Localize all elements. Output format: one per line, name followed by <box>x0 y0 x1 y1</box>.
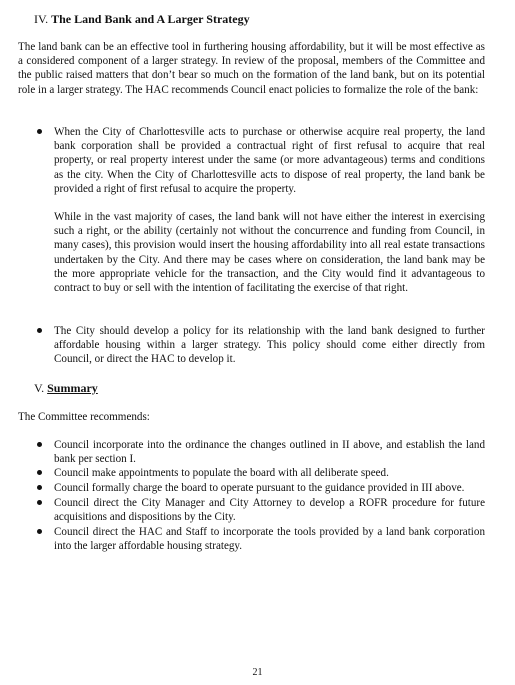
section-number: V. <box>34 381 45 395</box>
summary-bullet-item: Council formally charge the board to operate pursuant to the guidance provided in III above. <box>54 482 465 494</box>
section-number: IV. <box>34 12 49 26</box>
bullet-icon <box>37 485 42 490</box>
bullet-item: The City should develop a policy for its relationship with the land bank designed to further affordable housing within a larger strategy. This policy should come either directly from Council, or direct the HAC to develop it. <box>54 325 485 366</box>
bullet-item: When the City of Charlottesville acts to purchase or otherwise acquire real property, the land bank corporation shall be provided a contractual right of first refusal to acquire that real property, or real property interest under the same (or more advantageous) terms and conditions as the city. When the City of Charlottesville acts to dispose of real property, the land bank be provided a right of first refusal to acquire the property. <box>54 126 485 195</box>
summary-bullet-item: Council incorporate into the ordinance the changes outlined in II above, and establish the land bank per section I. <box>54 439 485 466</box>
bullet-continuation: While in the vast majority of cases, the land bank will not have either the interest in exercising such a right, or the ability (certainly not without the concurrence and funding from Council, in many cases), this provision would insert the housing affordability into all real estate transactions undertaken by the City. And there may be cases where on consideration, the land bank may be the more appropriate vehicle for the transaction, and the City would find it advantageous to contract to buy or sell with the intention of facilitating the exercise of that right. <box>54 211 485 295</box>
section-v-intro: The Committee recommends: <box>18 411 150 423</box>
section-title: Summary <box>47 381 98 395</box>
section-iv-intro: The land bank can be an effective tool in furthering housing affordability, but it will be most effective as a considered component of a larger strategy. In review of the proposal, members of the Committee and the public raised matters that don’t bear so much on the formation of the land bank, but on its potential role in a larger strategy. The HAC recommends Council enact policies to formalize the role of the bank: <box>18 41 485 96</box>
bullet-icon <box>37 470 42 475</box>
bullet-icon <box>37 328 42 333</box>
section-heading-iv <box>34 12 250 26</box>
page-number: 21 <box>252 667 263 678</box>
section-title: The Land Bank and A Larger Strategy <box>51 12 250 26</box>
bullet-icon <box>37 500 42 505</box>
bullet-icon <box>37 529 42 534</box>
summary-bullet-item: Council direct the City Manager and City Attorney to develop a ROFR procedure for future acquisitions and dispositions by the City. <box>54 497 485 524</box>
bullet-icon <box>37 129 42 134</box>
bullet-icon <box>37 442 42 447</box>
summary-bullet-item: Council direct the HAC and Staff to incorporate the tools provided by a land bank corporation into the larger affordable housing strategy. <box>54 526 485 553</box>
summary-bullet-item: Council make appointments to populate the board with all deliberate speed. <box>54 467 389 479</box>
section-heading-v <box>34 381 98 395</box>
